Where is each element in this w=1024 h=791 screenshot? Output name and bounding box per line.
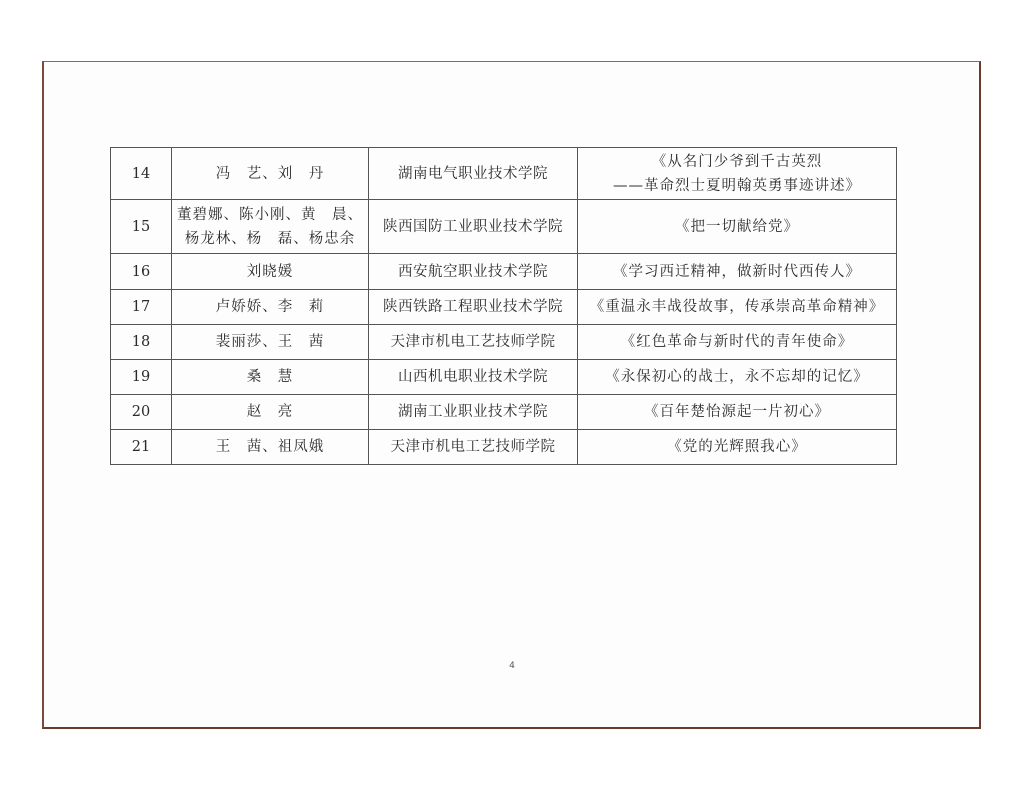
school-name: 西安航空职业技术学院	[369, 254, 578, 290]
work-title-line: 《从名门少爷到千古英烈	[651, 153, 823, 170]
work-title-line: 《学习西迁精神，做新时代西传人》	[613, 263, 861, 280]
author-names-line: 赵 亮	[246, 404, 294, 420]
row-number: 19	[111, 360, 172, 395]
work-title	[578, 430, 897, 465]
author-names-line: 桑 慧	[246, 369, 294, 385]
table-row	[111, 254, 897, 290]
awards-table	[110, 147, 897, 465]
author-names-line: 裴丽莎、王 茜	[215, 334, 325, 350]
table-row	[111, 360, 897, 395]
author-names	[172, 254, 369, 290]
school-name: 湖南工业职业技术学院	[369, 395, 578, 430]
author-names	[172, 430, 369, 465]
school-name: 湖南电气职业技术学院	[369, 148, 578, 200]
author-names-line: 董碧娜、陈小刚、黄 晨、	[177, 206, 363, 223]
author-names	[172, 290, 369, 325]
work-title	[578, 290, 897, 325]
row-number: 18	[111, 325, 172, 360]
work-title	[578, 395, 897, 430]
author-names	[172, 360, 369, 395]
school-name: 山西机电职业技术学院	[369, 360, 578, 395]
author-names	[172, 148, 369, 200]
table-row	[111, 200, 897, 254]
work-title-line: 《党的光辉照我心》	[667, 439, 807, 455]
author-names-line: 王 茜、祖凤娥	[215, 439, 325, 455]
author-names-line: 卢娇娇、李 莉	[215, 299, 325, 315]
row-number: 15	[111, 200, 172, 254]
row-number: 20	[111, 395, 172, 430]
work-title	[578, 325, 897, 360]
school-name: 天津市机电工艺技师学院	[369, 325, 578, 360]
work-title-line: 《红色革命与新时代的青年使命》	[620, 334, 854, 350]
author-names-line: 杨龙林、杨 磊、杨忠余	[184, 230, 356, 247]
school-name: 天津市机电工艺技师学院	[369, 430, 578, 465]
table-row	[111, 290, 897, 325]
work-title	[578, 200, 897, 254]
school-name: 陕西国防工业职业技术学院	[369, 200, 578, 254]
table-row	[111, 148, 897, 200]
work-title-line: 《永保初心的战士，永不忘却的记忆》	[605, 369, 869, 385]
work-title	[578, 148, 897, 200]
row-number: 16	[111, 254, 172, 290]
work-title-line: 《把一切献给党》	[675, 218, 799, 235]
author-names	[172, 200, 369, 254]
work-title-line: 《重温永丰战役故事，传承崇高革命精神》	[589, 299, 885, 315]
work-title-line: ——革命烈士夏明翰英勇事迹讲述》	[613, 177, 861, 194]
row-number: 14	[111, 148, 172, 200]
author-names	[172, 325, 369, 360]
work-title	[578, 254, 897, 290]
author-names-line: 冯 艺、刘 丹	[215, 165, 325, 182]
table-row	[111, 325, 897, 360]
author-names-line: 刘晓媛	[246, 263, 294, 280]
page-number: 4	[509, 661, 515, 671]
table-row	[111, 430, 897, 465]
row-number: 21	[111, 430, 172, 465]
row-number: 17	[111, 290, 172, 325]
work-title-line: 《百年楚怡源起一片初心》	[644, 404, 830, 420]
school-name: 陕西铁路工程职业技术学院	[369, 290, 578, 325]
work-title	[578, 360, 897, 395]
author-names	[172, 395, 369, 430]
table-row	[111, 395, 897, 430]
